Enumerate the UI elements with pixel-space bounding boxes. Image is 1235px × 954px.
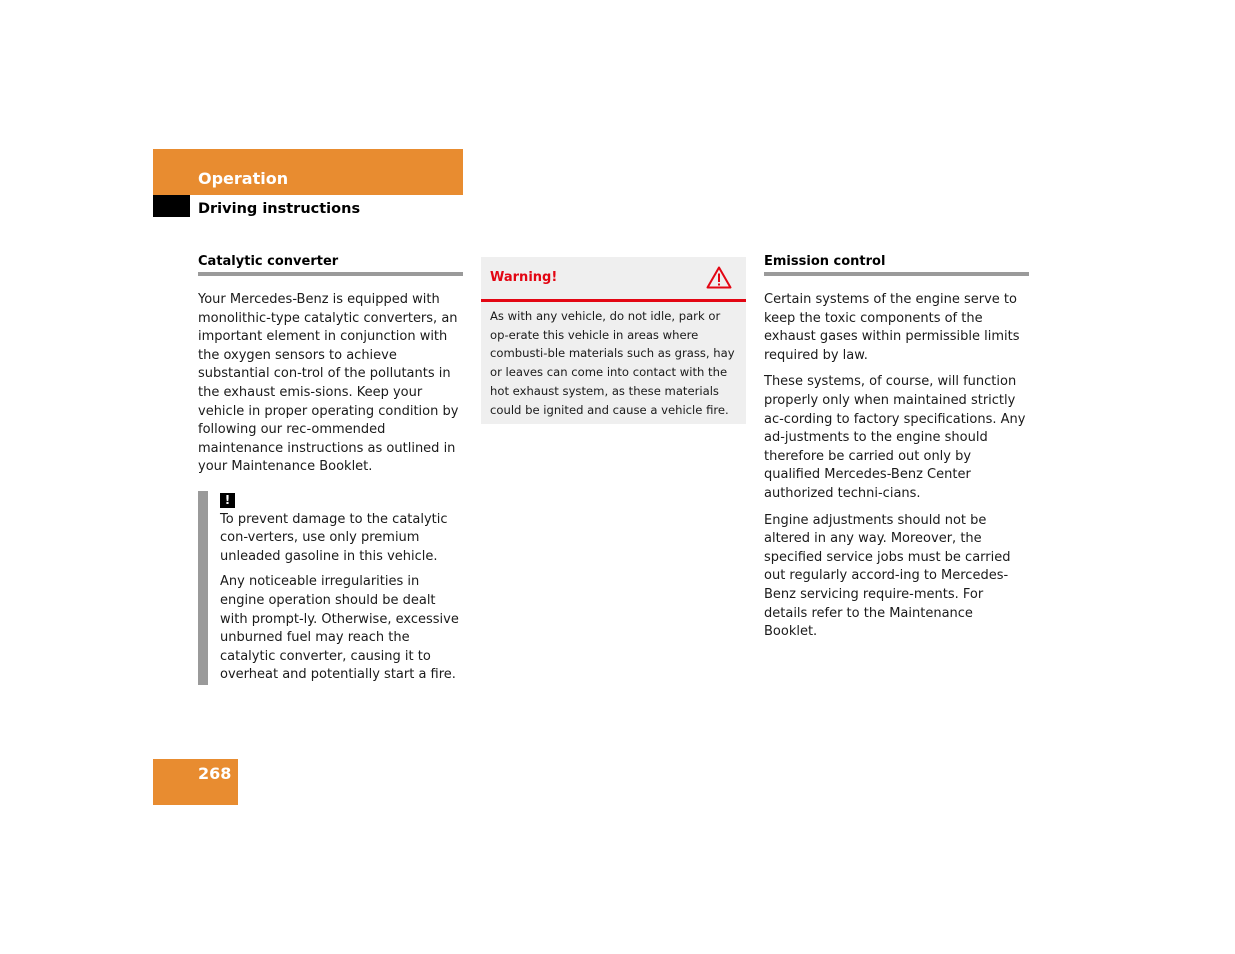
notice-box [198, 491, 463, 685]
catalytic-converter-heading: Catalytic converter [198, 254, 463, 276]
exclamation-icon: ! [220, 493, 235, 508]
emission-control-column [764, 254, 1029, 650]
header-marker [153, 195, 190, 217]
section-subtitle: Driving instructions [198, 201, 361, 217]
emission-control-heading: Emission control [764, 254, 1029, 276]
catalytic-converter-column [198, 254, 463, 692]
warning-title: Warning! [490, 270, 558, 285]
emission-paragraph-3: Engine adjustments should not be altered in any way. Moreover, the specified service jobs must be carried out regularly accord-ing to Mercedes-Benz servicing require-ments. For details refer to the Maintenance Booklet. [764, 512, 1011, 640]
emission-paragraph-1: Certain systems of the engine serve to keep the toxic components of the exhaust gases within permissible limits required by law. [764, 292, 1020, 363]
warning-header [481, 257, 746, 302]
warning-body: As with any vehicle, do not idle, park or op-erate this vehicle in areas where combusti-ble materials such as grass, hay or leaves can come into contact with the hot exhaust system, as these materials could be ignited and cause a vehicle fire. [490, 309, 735, 417]
warning-triangle-icon [706, 266, 732, 289]
emission-paragraph-2: These systems, of course, will function properly only when maintained strictly ac-cording to factory specifications. Any ad-justments to the engine should therefore be carried out only by qualified Mercedes-Benz Center authorized techni-cians. [764, 374, 1026, 501]
notice-bar [198, 491, 208, 685]
page-number: 268 [198, 764, 232, 783]
notice-paragraph-2: Any noticeable irregularities in engine operation should be dealt with prompt-ly. Otherwise, excessive unburned fuel may reach the catalytic converter, causing it to overheat and potentially start a fire. [220, 574, 459, 683]
catalytic-converter-body: Your Mercedes-Benz is equipped with monolithic-type catalytic converters, an important element in conjunction with the oxygen sensors to achieve substantial con-trol of the pollutants in the exhaust emis-sions. Keep your vehicle in proper operating condition by following our rec-ommended maintenance instructions as outlined in your Maintenance Booklet. [198, 292, 459, 475]
section-title: Operation [198, 169, 289, 188]
notice-paragraph-1: To prevent damage to the catalytic con-verters, use only premium unleaded gasoline in this vehicle. [220, 511, 448, 564]
warning-box [481, 257, 746, 424]
